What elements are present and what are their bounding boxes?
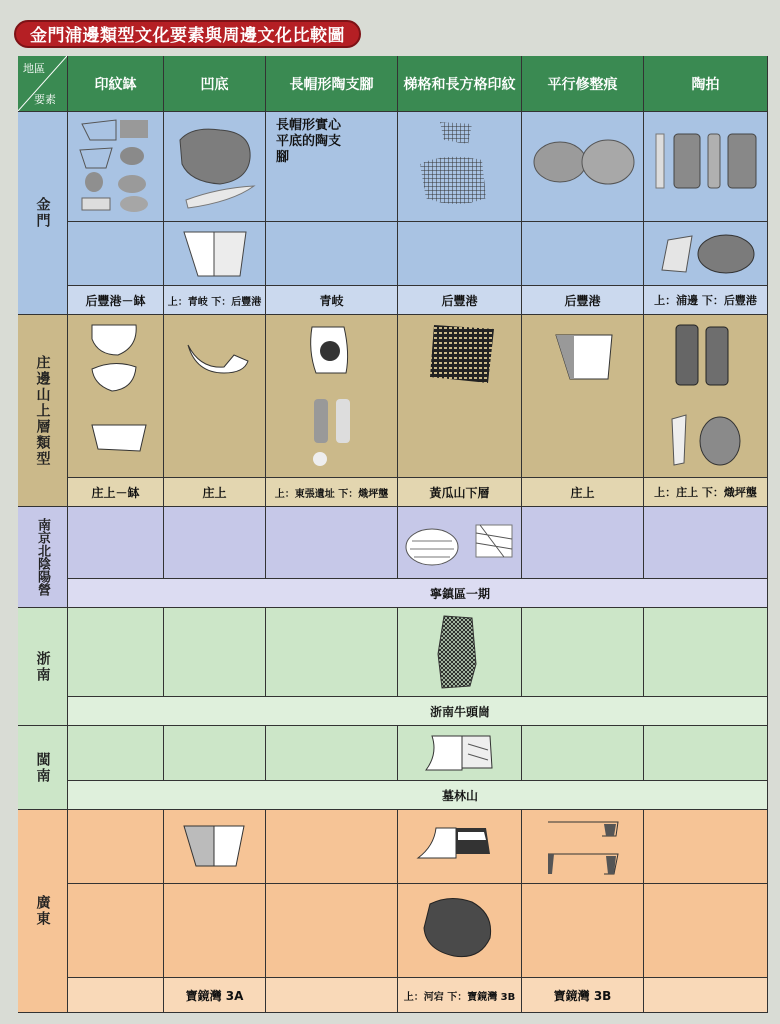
label-nanjing-tige: 寧鎮區一期 [429, 587, 490, 601]
label-jinmen-yinwenbo: 后豐港－缽 [68, 286, 164, 315]
stamped-sherd-image [416, 118, 506, 214]
smoothing-sherd-image [532, 138, 636, 188]
cell-jinmen-zhijiao [266, 112, 398, 222]
label-jinmen-taopai: 上：浦邊 下：后豐港 [644, 286, 768, 315]
vessel-drawing [552, 331, 616, 383]
label-jinmen-tige: 后豐港 [398, 286, 522, 315]
cell-guangdong-tige [398, 810, 522, 884]
region-zhenan: 浙南 [18, 608, 68, 726]
region-jinmen: 金門 [18, 112, 68, 315]
cell-jinmen-xiuzheng-2 [522, 222, 644, 286]
label-zhuangbian-zhijiao: 上：東張遺址 下：熾坪壟 [266, 478, 398, 507]
label-zhenan-row [68, 697, 768, 726]
page-title: 金門浦邊類型文化要素與周邊文化比較圖 [14, 20, 361, 48]
col-header-zhijiao: 長帽形陶支腳 [266, 56, 398, 112]
label-guangdong-1 [68, 978, 164, 1013]
cell-jinmen-tige [398, 112, 522, 222]
cell-zhuangbian-taopai [644, 315, 768, 478]
stamped-sherd-image [428, 321, 498, 391]
pottery-bowl-image [76, 116, 156, 216]
col-header-xiuzheng: 平行修整痕 [522, 56, 644, 112]
comparison-table [18, 56, 768, 1013]
col-header-yinwenbo: 印紋缽 [68, 56, 164, 112]
cell-zhuangbian-tige [398, 315, 522, 478]
cell-nanjing-3 [266, 507, 398, 579]
zhijiao-note: 長帽形實心平底的陶支腳 [276, 118, 342, 165]
cell-guangdong-2b [164, 884, 266, 978]
cell-minnan-3 [266, 726, 398, 781]
label-zhuangbian-xiuzheng: 庄上 [522, 478, 644, 507]
label-guangdong-3 [266, 978, 398, 1013]
cell-jinmen-yinwenbo-2 [68, 222, 164, 286]
label-minnan-tige: 墓林山 [441, 789, 478, 803]
label-zhenan-tige: 浙南牛頭崗 [429, 705, 490, 719]
cell-zhenan-1 [68, 608, 164, 697]
concave-base-drawing [182, 822, 248, 868]
label-minnan-row [68, 781, 768, 810]
label-zhuangbian-yinwenbo: 庄上－缽 [68, 478, 164, 507]
cell-jinmen-taopai-2 [644, 222, 768, 286]
col-header-tige: 梯格和長方格印紋 [398, 56, 522, 112]
concave-base-drawing [184, 339, 254, 379]
cell-jinmen-yinwenbo [68, 112, 164, 222]
paddle-image-2 [658, 232, 758, 276]
cell-minnan-5 [522, 726, 644, 781]
cell-zhenan-6 [644, 608, 768, 697]
cell-zhenan-tige [398, 608, 522, 697]
corner-region-label: 地區 [23, 62, 45, 75]
cell-zhenan-2 [164, 608, 266, 697]
cell-nanjing-1 [68, 507, 164, 579]
cell-guangdong-3b [266, 884, 398, 978]
cell-zhenan-3 [266, 608, 398, 697]
cell-guangdong-6 [644, 810, 768, 884]
label-zhuangbian-taopai: 上：庄上 下：熾坪壟 [644, 478, 768, 507]
label-guangdong-tige: 上：河宕 下：寶鏡灣 3B [398, 978, 522, 1013]
cell-zhuangbian-zhijiao [266, 315, 398, 478]
stamped-sherd-image [436, 614, 482, 692]
cell-zhuangbian-xiuzheng [522, 315, 644, 478]
label-guangdong-xiuzheng: 寶鏡灣 3B [522, 978, 644, 1013]
region-zhuangbian: 庄邊山上層類型 [18, 315, 68, 507]
cell-jinmen-zhijiao-2 [266, 222, 398, 286]
label-jinmen-xiuzheng: 后豐港 [522, 286, 644, 315]
cell-jinmen-xiuzheng [522, 112, 644, 222]
cell-guangdong-5b [522, 884, 644, 978]
cell-guangdong-6b [644, 884, 768, 978]
vessel-drawing [544, 818, 624, 878]
vessel-drawing [422, 734, 498, 774]
label-nanjing-row [68, 579, 768, 608]
pottery-sherd-image [172, 122, 262, 212]
cell-guangdong-tige-2 [398, 884, 522, 978]
cell-minnan-tige [398, 726, 522, 781]
paddle-image [652, 132, 760, 192]
label-guangdong-aodi: 寶鏡灣 3A [164, 978, 266, 1013]
stamped-sherd-image [420, 894, 500, 964]
cell-guangdong-3 [266, 810, 398, 884]
cell-minnan-1 [68, 726, 164, 781]
cell-jinmen-aodi [164, 112, 266, 222]
cell-nanjing-5 [522, 507, 644, 579]
cell-guangdong-aodi [164, 810, 266, 884]
cell-minnan-6 [644, 726, 768, 781]
label-guangdong-6 [644, 978, 768, 1013]
region-nanjing: 南京北陰陽營 [18, 507, 68, 608]
bowl-drawing [88, 321, 148, 461]
col-header-aodi: 凹底 [164, 56, 266, 112]
cell-guangdong-xiuzheng [522, 810, 644, 884]
cell-jinmen-aodi-2 [164, 222, 266, 286]
cell-guangdong-1b [68, 884, 164, 978]
cell-zhenan-5 [522, 608, 644, 697]
label-zhuangbian-tige: 黃瓜山下層 [398, 478, 522, 507]
cell-zhuangbian-yinwenbo [68, 315, 164, 478]
label-jinmen-zhijiao: 青岐 [266, 286, 398, 315]
cell-zhuangbian-aodi [164, 315, 266, 478]
cell-jinmen-taopai [644, 112, 768, 222]
col-header-taopai: 陶拍 [644, 56, 768, 112]
jar-drawing [404, 519, 518, 569]
cell-minnan-2 [164, 726, 266, 781]
corner-header [18, 56, 68, 112]
region-minnan: 閩南 [18, 726, 68, 810]
vessel-drawing [416, 824, 496, 864]
cell-nanjing-6 [644, 507, 768, 579]
label-zhuangbian-aodi: 庄上 [164, 478, 266, 507]
label-jinmen-aodi: 上：青岐 下：后豐港 [164, 286, 266, 315]
cell-jinmen-tige-2 [398, 222, 522, 286]
pot-support-image [306, 323, 362, 473]
cell-guangdong-1 [68, 810, 164, 884]
cell-nanjing-2 [164, 507, 266, 579]
paddle-image [664, 323, 754, 473]
cell-nanjing-tige [398, 507, 522, 579]
concave-base-drawing [180, 230, 250, 278]
corner-element-label: 要素 [34, 93, 56, 106]
region-guangdong: 廣東 [18, 810, 68, 1013]
